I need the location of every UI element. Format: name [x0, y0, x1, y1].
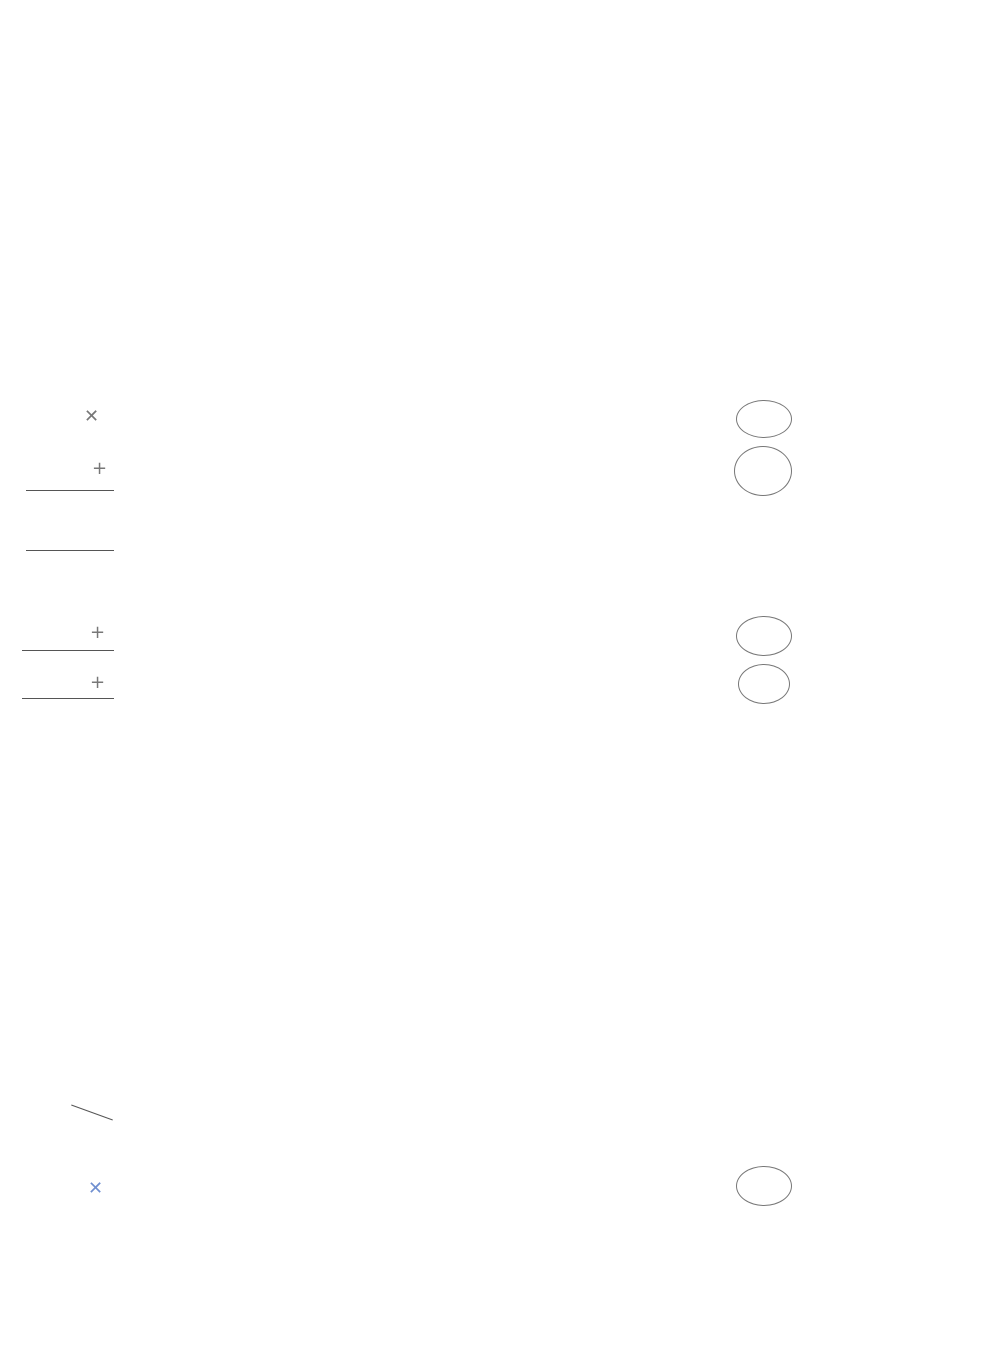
time-circle-mark [738, 664, 790, 704]
margin-plus-mark: + [90, 622, 106, 643]
margin-plus-mark: + [90, 672, 106, 693]
margin-cross-mark: ✕ [84, 406, 100, 427]
margin-cross-mark: ✕ [88, 1178, 104, 1199]
margin-line [22, 698, 114, 699]
time-circle-mark [736, 1166, 792, 1206]
margin-line [22, 650, 114, 651]
time-circle-mark [736, 616, 792, 656]
time-circle-mark [736, 400, 792, 438]
margin-line [26, 550, 114, 551]
margin-plus-mark: + [92, 458, 108, 479]
handwritten-left-note [18, 1067, 113, 1077]
margin-line [71, 1105, 113, 1121]
time-circle-mark [734, 446, 792, 496]
margin-line [26, 490, 114, 491]
